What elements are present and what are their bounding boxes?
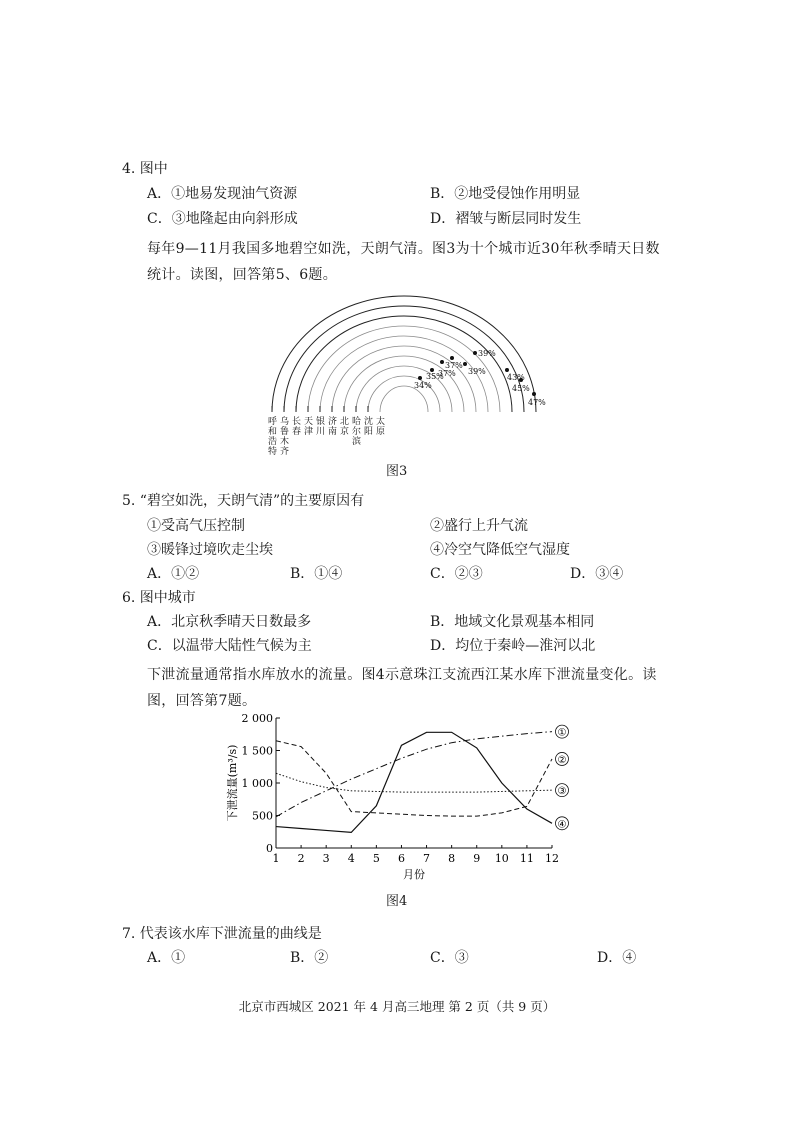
label-37b: 37%: [445, 361, 463, 370]
city-label-1-char-1: 鲁: [280, 427, 290, 437]
city-label-5-char-0: 济: [328, 417, 338, 427]
point-47: [532, 392, 536, 396]
x-tick-label-8: 9: [473, 852, 481, 865]
point-39b: [473, 351, 477, 355]
label-45: 45%: [512, 384, 530, 393]
city-label-3-char-1: 津: [304, 427, 314, 437]
label-39a: 39%: [468, 367, 486, 376]
series-line-3: [276, 773, 552, 792]
q5-item-1: ①受高气压控制: [147, 518, 245, 534]
city-label-6-char-0: 北: [340, 417, 350, 427]
x-tick-label-3: 4: [347, 852, 355, 865]
city-label-1-char-3: 齐: [280, 447, 290, 457]
city-label-6-char-1: 京: [340, 427, 350, 437]
point-34: [418, 376, 422, 380]
city-label-1-char-0: 乌: [280, 417, 290, 427]
city-label-0-char-3: 特: [268, 447, 278, 457]
label-34: 34%: [414, 381, 432, 390]
label-37a: 37%: [438, 369, 456, 378]
x-tick-label-9: 10: [494, 852, 509, 865]
q5-option-d: D．③④: [570, 566, 624, 582]
series-line-1: [276, 732, 552, 817]
x-tick-label-7: 8: [448, 852, 456, 865]
intro-q5-q6-text: 每年9—11月我国多地碧空如洗，天朗气清。图3为十个城市近30年秋季晴天日数统计。读图，回答第5、6题。: [147, 241, 660, 283]
x-tick-label-11: 12: [545, 852, 559, 865]
city-label-0-char-0: 呼: [268, 417, 278, 427]
city-label-3-char-0: 天: [304, 417, 314, 427]
series-label-4: ④: [557, 819, 567, 831]
y-tick-label-2: 1 000: [241, 777, 273, 790]
figure-4-chart: [222, 710, 582, 885]
q4-option-a: A．①地易发现油气资源: [147, 186, 298, 202]
q6-option-b: B．地域文化景观基本相同: [430, 614, 595, 630]
label-35: 35%: [426, 372, 444, 381]
y-tick-label-4: 2 000: [241, 712, 273, 725]
city-label-1-char-2: 木: [280, 437, 290, 447]
q7-option-d: D．④: [597, 950, 637, 966]
label-47: 47%: [528, 398, 546, 407]
x-tick-label-5: 6: [397, 852, 405, 865]
q5-option-a: A．①②: [147, 566, 200, 582]
q4-option-d: D．褶皱与断层同时发生: [430, 211, 582, 227]
q7-option-c: C．③: [430, 950, 469, 966]
intro-q7: [147, 662, 672, 714]
intro-q5-q6: [147, 236, 672, 288]
city-label-2-char-1: 春: [292, 427, 302, 437]
series-label-2: ②: [557, 754, 567, 766]
arc-8: [296, 316, 512, 412]
q7-option-a: A．①: [147, 950, 186, 966]
city-label-8-char-0: 沈: [364, 417, 374, 427]
city-label-7-char-1: 尔: [352, 427, 362, 437]
q7-stem: 7. 代表该水库下泄流量的曲线是: [122, 926, 322, 942]
point-37b: [450, 356, 454, 360]
city-label-2-char-0: 长: [292, 417, 302, 427]
city-label-9-char-1: 原: [376, 427, 386, 437]
y-tick-label-1: 500: [252, 809, 273, 823]
x-tick-label-2: 3: [322, 852, 330, 865]
q5-item-3: ③暖锋过境吹走尘埃: [147, 542, 273, 558]
figure-3: [262, 288, 562, 463]
city-label-9-char-0: 太: [376, 417, 386, 427]
point-43: [505, 368, 509, 372]
x-tick-label-1: 2: [297, 852, 305, 865]
city-label-0-char-1: 和: [268, 427, 278, 437]
figure-4-caption: 图4: [386, 894, 408, 909]
label-43: 43%: [507, 373, 525, 382]
city-label-5-char-1: 南: [328, 427, 338, 437]
point-39a: [463, 362, 467, 366]
q5-stem: 5. “碧空如洗，天朗气清”的主要原因有: [122, 493, 365, 509]
q5-item-2: ②盛行上升气流: [430, 518, 528, 534]
point-37a: [440, 360, 444, 364]
arc-10: [272, 296, 536, 412]
y-tick-label-0: 0: [266, 842, 273, 855]
x-tick-label-6: 7: [423, 852, 431, 865]
city-label-7-char-2: 滨: [352, 437, 362, 447]
city-label-8-char-1: 阳: [364, 427, 374, 437]
y-tick-label-3: 1 500: [241, 744, 273, 758]
q6-option-c: C．以温带大陆性气候为主: [147, 638, 312, 654]
q4-option-c: C．③地隆起由向斜形成: [147, 211, 298, 227]
series-label-1: ①: [557, 727, 567, 739]
q6-stem: 6. 图中城市: [122, 590, 196, 606]
q6-option-a: A．北京秋季晴天日数最多: [147, 614, 312, 630]
q5-item-4: ④冷空气降低空气湿度: [430, 542, 570, 558]
q6-option-d: D．均位于秦岭—淮河以北: [430, 638, 596, 654]
city-label-7-char-0: 哈: [352, 417, 362, 427]
q4-option-b: B．②地受侵蚀作用明显: [430, 186, 581, 202]
x-axis-label: 月份: [403, 868, 425, 881]
city-label-0-char-2: 浩: [268, 437, 278, 447]
series-line-4: [276, 732, 552, 832]
figure-3-caption: 图3: [386, 464, 408, 479]
q4-stem: 4. 图中: [122, 161, 168, 177]
series-line-2: [276, 741, 552, 816]
city-label-4-char-1: 川: [316, 427, 326, 437]
q5-option-b: B．①④: [290, 566, 343, 582]
q7-option-b: B．②: [290, 950, 329, 966]
series-label-3: ③: [557, 786, 567, 798]
city-label-4-char-0: 银: [316, 417, 326, 427]
q5-option-c: C．②③: [430, 566, 483, 582]
intro-q7-text: 下泄流量通常指水库放水的流量。图4示意珠江支流西江某水库下泄流量变化。读图，回答第7题。: [147, 667, 657, 709]
y-axis-label: 下泄流量(m³/s): [226, 744, 239, 822]
x-tick-label-10: 11: [519, 852, 534, 865]
page-footer: 北京市西城区 2021 年 4 月高三地理 第 2 页（共 9 页）: [238, 999, 556, 1014]
label-39b: 39%: [478, 349, 496, 358]
x-tick-label-4: 5: [372, 852, 380, 865]
x-tick-label-0: 1: [272, 852, 280, 865]
